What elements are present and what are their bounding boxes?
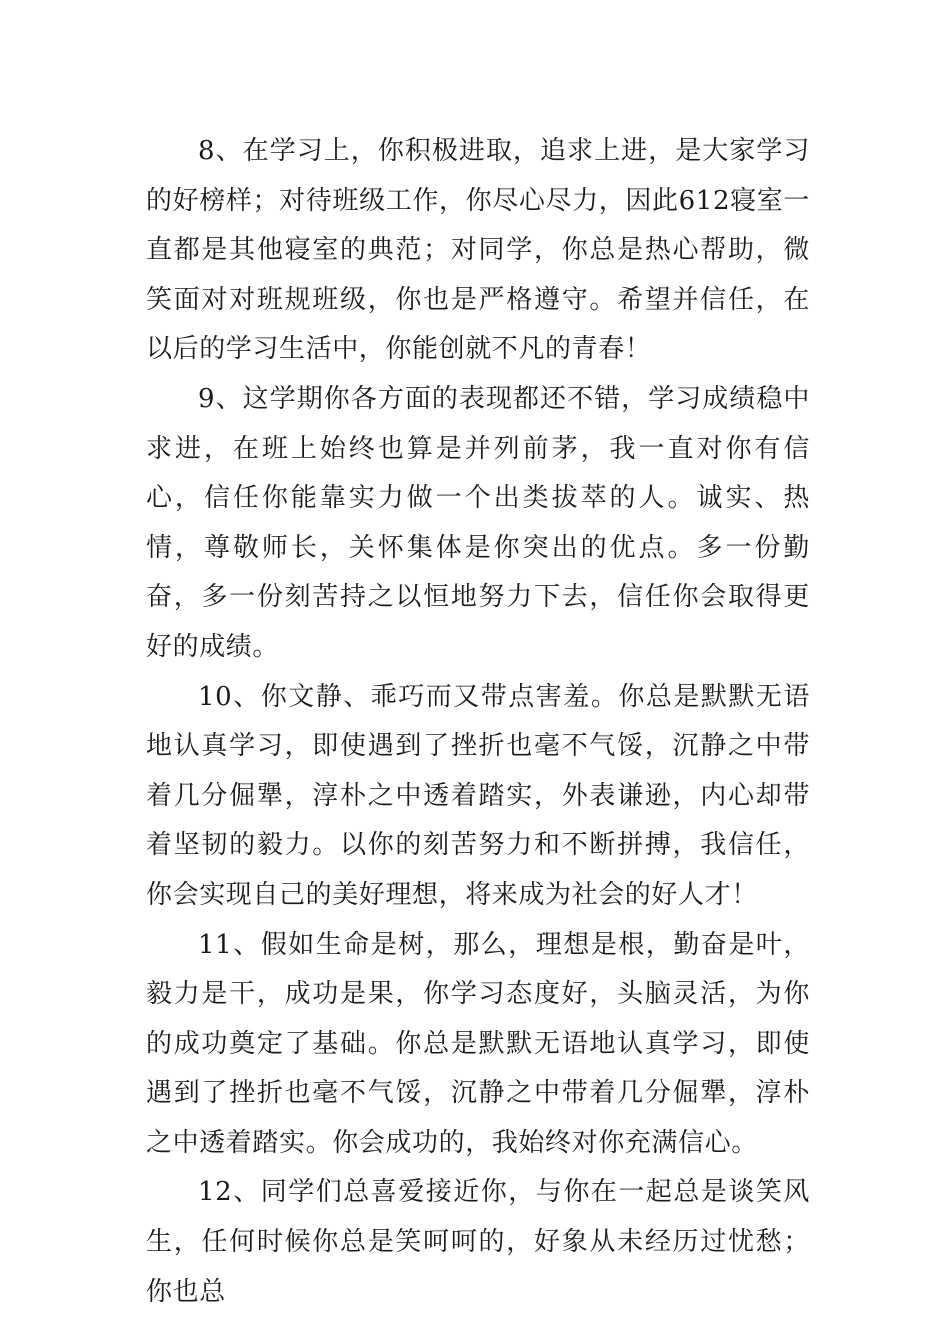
document-body xyxy=(146,127,810,1317)
paragraph-comment-9: 9、这学期你各方面的表现都还不错，学习成绩稳中求进，在班上始终也算是并列前茅，我一直对你有信心，信任你能靠实力做一个出类拔萃的人。诚实、热情，尊敬师长，关怀集体是你突出的优点。多一份勤奋，多一份刻苦持之以恒地努力下去，信任你会取得更好的成绩。 xyxy=(146,383,810,662)
paragraph-comment-11: 11、假如生命是树，那么，理想是根，勤奋是叶，毅力是干，成功是果，你学习态度好，头脑灵活，为你的成功奠定了基础。你总是默默无语地认真学习，即使遇到了挫折也毫不气馁，沉静之中带着几分倔犟，淳朴之中透着踏实。你会成功的，我始终对你充满信心。 xyxy=(146,929,810,1158)
paragraph-comment-12: 12、同学们总喜爱接近你，与你在一起总是谈笑风生，任何时候你总是笑呵呵的，好象从未经历过忧愁；你也总 xyxy=(146,1177,810,1307)
paragraph-comment-8: 8、在学习上，你积极进取，追求上进，是大家学习的好榜样；对待班级工作，你尽心尽力，因此612寝室一直都是其他寝室的典范；对同学，你总是热心帮助，微笑面对对班规班级，你也是严格遵守。希望并信任，在以后的学习生活中，你能创就不凡的青春！ xyxy=(146,136,810,365)
paragraph-comment-10: 10、你文静、乖巧而又带点害羞。你总是默默无语地认真学习，即使遇到了挫折也毫不气馁，沉静之中带着几分倔犟，淳朴之中透着踏实，外表谦逊，内心却带着坚韧的毅力。以你的刻苦努力和不断拼搏，我信任，你会实现自己的美好理想，将来成为社会的好人才！ xyxy=(146,681,810,910)
